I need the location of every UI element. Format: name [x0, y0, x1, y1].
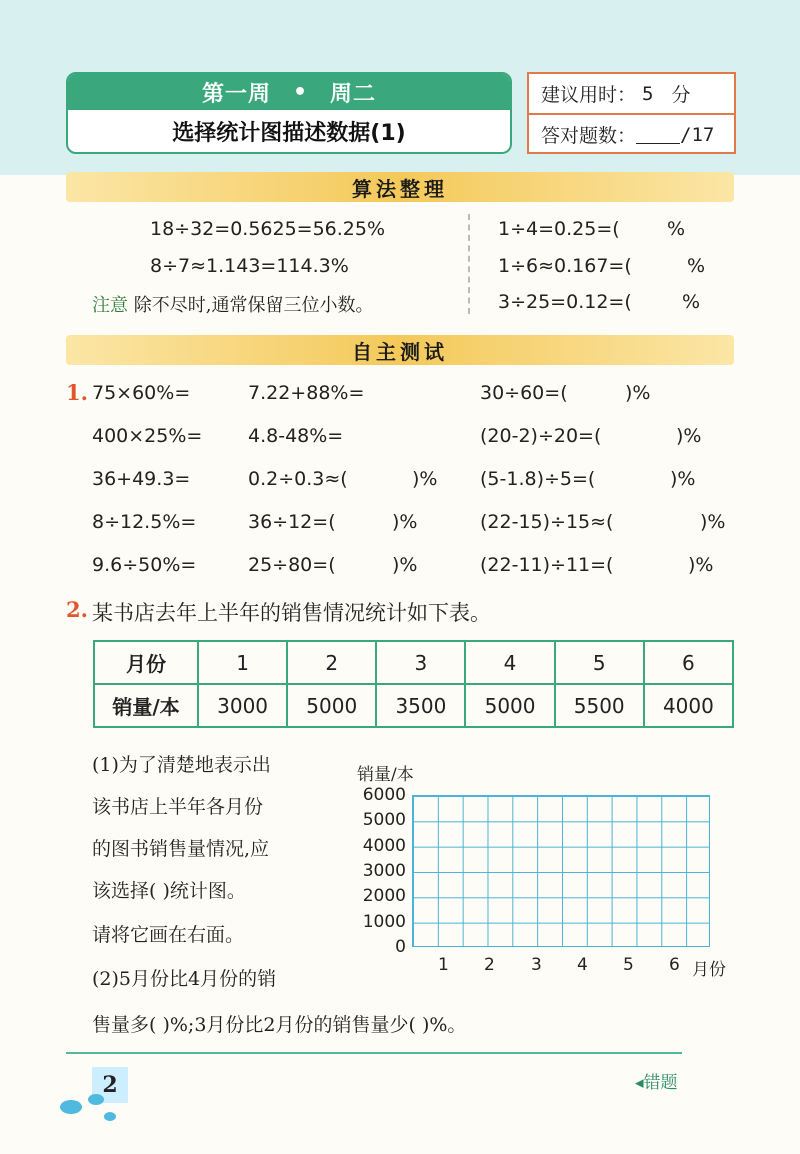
algo-fill-1-pct: % — [667, 218, 686, 240]
correct-count-label: 答对题数： — [541, 125, 637, 147]
chart-x-tick: 5 — [623, 955, 634, 975]
algo-note — [92, 291, 373, 317]
chart-y-axis-label: 销量/本 — [357, 765, 414, 785]
chart-y-tick: 5000 — [362, 810, 406, 831]
week-label: 第一周 — [201, 81, 271, 107]
chart-y-tick: 1000 — [362, 911, 406, 932]
sales-table — [93, 640, 734, 728]
table-cell: 3500 — [376, 684, 465, 727]
table-cell: 5500 — [555, 684, 644, 727]
chart-y-tick: 4000 — [362, 835, 406, 856]
suggested-time-value: 5 — [642, 82, 654, 105]
table-cell: 4000 — [644, 684, 733, 727]
section-banner-algo: 算法整理 — [66, 172, 734, 202]
algo-example-2: 8÷7≈1.143=114.3% — [150, 255, 349, 277]
q2-part1-line: 该选择( )统计图。 — [92, 880, 246, 902]
fish-icon — [104, 1112, 116, 1121]
chart-x-tick: 1 — [438, 955, 449, 975]
fish-icon — [60, 1100, 82, 1114]
q1-item: 400×25%= — [92, 425, 203, 447]
blank-chart-grid[interactable] — [412, 795, 710, 947]
correct-count-blank[interactable] — [636, 125, 680, 144]
q1-item: 30÷60=( — [480, 382, 568, 404]
algo-fill-3: 3÷25=0.12=( — [498, 291, 632, 313]
algo-example-1: 18÷32=0.5625=56.25% — [150, 218, 386, 240]
algo-fill-1: 1÷4=0.25=( — [498, 218, 620, 240]
table-cell: 3000 — [198, 684, 287, 727]
q2-part1-line: 请将它画在右面。 — [92, 924, 245, 946]
q1-item-close: )% — [670, 468, 696, 490]
section-banner-test: 自主测试 — [66, 335, 734, 365]
bullet: • — [292, 79, 309, 105]
chart-y-tick: 0 — [395, 936, 406, 957]
correct-count-total: /17 — [680, 123, 715, 146]
chart-y-tick: 2000 — [362, 886, 406, 907]
table-cell: 2 — [287, 641, 376, 684]
q2-part1-line: 该书店上半年各月份 — [92, 796, 264, 818]
chart-x-tick: 4 — [577, 955, 588, 975]
lesson-title: 选择统计图描述数据(1) — [172, 120, 406, 146]
table-row — [94, 641, 733, 684]
q1-item: 0.2÷0.3≈( — [248, 468, 348, 490]
q1-item: (5-1.8)÷5=( — [480, 468, 596, 490]
dashed-divider — [468, 214, 470, 314]
table-cell: 5 — [555, 641, 644, 684]
q1-item: 4.8-48%= — [248, 425, 344, 447]
algo-fill-2-pct: % — [687, 255, 706, 277]
table-header-month: 月份 — [94, 641, 198, 684]
time-box — [527, 72, 736, 154]
q2-part2-line: 售量多( )%;3月份比2月份的销售量少( )%。 — [92, 1014, 467, 1036]
table-cell: 3 — [376, 641, 465, 684]
q1-item: 36+49.3= — [92, 468, 191, 490]
table-header-sales: 销量/本 — [94, 684, 198, 727]
q1-item: 75×60%= — [92, 382, 191, 404]
q1-item: (22-11)÷11=( — [480, 554, 614, 576]
q1-item-close: )% — [412, 468, 438, 490]
chart-x-tick: 6 — [669, 955, 680, 975]
table-cell: 5000 — [287, 684, 376, 727]
correct-count-row — [529, 113, 734, 154]
chart-y-tick: 6000 — [362, 785, 406, 805]
error-questions-link[interactable]: ◂错题 — [635, 1073, 678, 1093]
table-cell: 6 — [644, 641, 733, 684]
question-1-number: 1. — [66, 380, 88, 405]
table-cell: 1 — [198, 641, 287, 684]
note-keyword: 注意 — [92, 295, 128, 316]
chart-x-tick: 2 — [484, 955, 495, 975]
q1-item: (20-2)÷20=( — [480, 425, 602, 447]
chart-y-tick: 3000 — [362, 860, 406, 881]
suggested-time-row — [529, 74, 734, 113]
q1-item-close: )% — [392, 511, 418, 533]
q1-item: (22-15)÷15≈( — [480, 511, 614, 533]
table-row — [94, 684, 733, 727]
lesson-header — [66, 72, 512, 154]
page-number: 2 — [92, 1067, 128, 1103]
q2-part1-line: (1)为了清楚地表示出 — [92, 754, 271, 776]
suggested-time-label: 建议用时： — [541, 84, 637, 106]
q1-item: 9.6÷50%= — [92, 554, 197, 576]
q1-item: 25÷80=( — [248, 554, 336, 576]
question-2-text: 某书店去年上半年的销售情况统计如下表。 — [92, 601, 491, 625]
q1-item: 7.22+88%= — [248, 382, 365, 404]
q1-item-close: )% — [688, 554, 714, 576]
q1-item-close: )% — [392, 554, 418, 576]
algo-fill-2: 1÷6≈0.167=( — [498, 255, 632, 277]
question-2-number: 2. — [66, 597, 88, 622]
q1-item-close: )% — [700, 511, 726, 533]
q1-item: 36÷12=( — [248, 511, 336, 533]
fish-icon — [88, 1094, 104, 1105]
chart-x-unit: 月份 — [692, 960, 726, 980]
q2-part2-line: (2)5月份比4月份的销 — [92, 968, 277, 990]
algo-fill-3-pct: % — [682, 291, 701, 313]
q1-item: 8÷12.5%= — [92, 511, 197, 533]
day-label: 周二 — [330, 81, 377, 107]
table-cell: 5000 — [465, 684, 554, 727]
lesson-week-bar — [68, 74, 510, 110]
q1-item-close: )% — [676, 425, 702, 447]
q1-item-close: )% — [625, 382, 651, 404]
q2-part1-line: 的图书销售量情况,应 — [92, 838, 270, 860]
table-cell: 4 — [465, 641, 554, 684]
note-text: 除不尽时,通常保留三位小数。 — [128, 295, 374, 316]
chart-x-tick: 3 — [531, 955, 542, 975]
suggested-time-unit: 分 — [671, 84, 691, 106]
footer-divider — [66, 1052, 682, 1054]
